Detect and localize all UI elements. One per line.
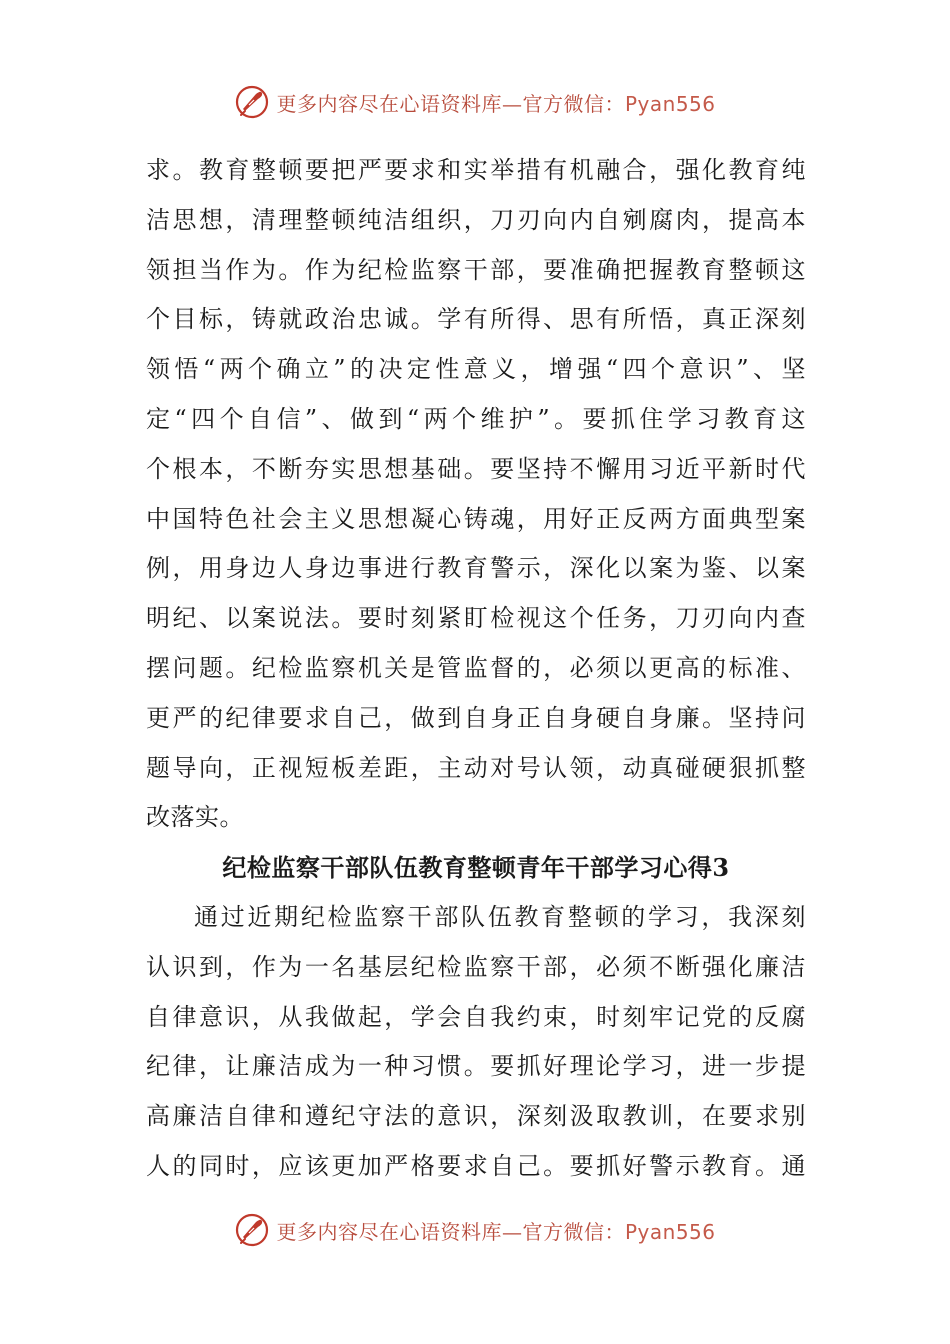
banner-text: 更多内容尽在心语资料库—官方微信：Pyan556: [276, 91, 716, 116]
text-line: 摆问题。纪检监察机关是管监督的，必须以更高的标准、: [146, 653, 806, 682]
text-line: 认识到，作为一名基层纪检监察干部，必须不断强化廉洁: [146, 952, 806, 981]
paragraph-1: [146, 146, 806, 843]
text-line: 领悟“两个确立”的决定性意义，增强“四个意识”、坚: [146, 355, 806, 384]
text-line: 人的同时，应该更加严格要求自己。要抓好警示教育。通: [146, 1151, 806, 1180]
header-banner: [0, 80, 950, 124]
text-line: 改落实。: [146, 803, 244, 832]
text-line: 个目标，铸就政治忠诚。学有所得、思有所悟，真正深刻: [146, 305, 806, 334]
text-line: 洁思想，清理整顿纯洁组织，刀刃向内自剜腐肉，提高本: [146, 205, 806, 234]
text-line: 中国特色社会主义思想凝心铸魂，用好正反两方面典型案: [146, 504, 806, 533]
text-line: 通过近期纪检监察干部队伍教育整顿的学习，我深刻: [194, 902, 806, 931]
quill-logo-icon: [234, 84, 270, 120]
paragraph-2: [146, 893, 806, 1192]
text-line: 纪律，让廉洁成为一种习惯。要抓好理论学习，进一步提: [146, 1052, 806, 1081]
text-line: 求。教育整顿要把严要求和实举措有机融合，强化教育纯: [146, 156, 806, 184]
document-body: [146, 146, 806, 1192]
text-line: 个根本，不断夯实思想基础。要坚持不懈用习近平新时代: [146, 454, 806, 483]
text-line: 明纪、以案说法。要时刻紧盯检视这个任务，刀刃向内查: [146, 604, 806, 633]
wechat-id: Pyan556: [624, 1219, 716, 1244]
text-line: 更严的纪律要求自己，做到自身正自身硬自身廉。坚持问: [146, 703, 806, 732]
text-line: 领担当作为。作为纪检监察干部，要准确把握教育整顿这: [146, 255, 806, 284]
text-line: 题导向，正视短板差距，主动对号认领，动真碰硬狠抓整: [146, 753, 806, 782]
text-line: 例，用身边人身边事进行教育警示，深化以案为鉴、以案: [146, 554, 806, 583]
wechat-id: Pyan556: [624, 91, 716, 116]
text-line: 自律意识，从我做起，学会自我约束，时刻牢记党的反腐: [146, 1002, 806, 1031]
text-line: 定“四个自信”、做到“两个维护”。要抓住学习教育这: [146, 404, 806, 433]
banner-text: 更多内容尽在心语资料库—官方微信：Pyan556: [276, 1219, 716, 1244]
section-heading: 纪检监察干部队伍教育整顿青年干部学习心得3: [222, 853, 730, 883]
quill-logo-icon: [234, 1212, 270, 1248]
text-line: 高廉洁自律和遵纪守法的意识，深刻汲取教训，在要求别: [146, 1102, 806, 1131]
footer-banner: [0, 1208, 950, 1252]
